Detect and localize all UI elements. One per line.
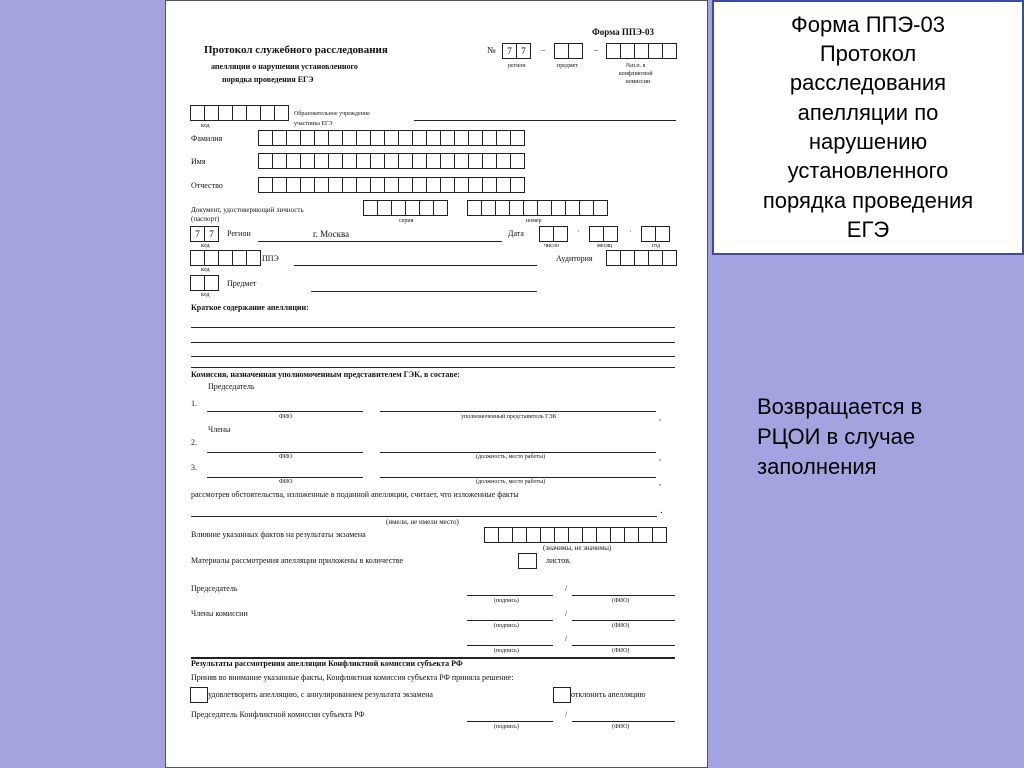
number-sign: № (487, 45, 496, 55)
name-boxes[interactable] (258, 153, 525, 169)
auditorium-boxes[interactable] (606, 250, 677, 266)
slash-4: / (565, 710, 568, 719)
region-code-digit-2[interactable]: 7 (204, 226, 219, 242)
comma-1: , (659, 413, 661, 422)
date-label: Дата (508, 229, 524, 238)
decision-intro: Приняв во внимание указанные факты, Конфликтная комиссия субъекта РФ приняла решение: (191, 673, 514, 682)
chair-rep-line[interactable] (380, 411, 656, 412)
fio-caption-2: ФИО (279, 454, 293, 460)
label-code-2: код (201, 243, 210, 249)
doc-number-boxes[interactable] (467, 200, 608, 216)
position-caption-1: (должность, место работы) (476, 454, 546, 460)
label-code-4: код (201, 292, 210, 298)
num-1: 1. (191, 399, 197, 408)
position-caption-2: (должность, место работы) (476, 479, 546, 485)
edu-inst-2: участника ЕГЭ (294, 121, 333, 127)
region-line[interactable] (258, 241, 502, 242)
note-line-2: РЦОИ в случае (757, 424, 916, 449)
sign-member-1-fio-line[interactable] (572, 620, 675, 621)
patronymic-label: Отчество (191, 181, 223, 190)
dash-2: – (594, 45, 598, 54)
slash-2: / (565, 609, 568, 618)
region-code-boxes[interactable] (190, 226, 219, 242)
subject-code-boxes[interactable] (190, 275, 219, 291)
summary-line-1[interactable] (191, 327, 675, 328)
region-label: Регион (227, 229, 251, 238)
caption-line-8: ЕГЭ (846, 217, 890, 242)
summary-line-4[interactable] (191, 367, 675, 368)
member-3-position-line[interactable] (380, 477, 656, 478)
caption-line-2: Протокол (819, 41, 917, 66)
label-year: год (652, 243, 661, 249)
form-subtitle-1: апелляции о нарушении установленного (211, 62, 358, 71)
auditorium-label: Аудитория (556, 254, 593, 263)
period-1: . (660, 504, 663, 516)
num-3: 3. (191, 463, 197, 472)
reject-label: отклонить апелляцию (571, 690, 646, 699)
label-num-3: комиссии (626, 79, 651, 85)
label-month: месяц (597, 243, 613, 249)
patronymic-boxes[interactable] (258, 177, 525, 193)
note-line-1: Возвращается в (757, 394, 923, 419)
doc-label-1: Документ, удостоверяющий личность (191, 206, 304, 214)
sign-chair-label: Председатель (191, 584, 238, 593)
edu-inst-line[interactable] (414, 120, 676, 121)
form-id: Форма ППЭ-03 (592, 27, 655, 37)
label-code-1: код (201, 123, 210, 129)
sign-cc-fio-line[interactable] (572, 721, 675, 722)
doc-series-boxes[interactable] (363, 200, 448, 216)
caption-box (712, 0, 1024, 255)
caption-line-4: апелляции по (797, 100, 939, 125)
fio-paren-2: (ФИО) (612, 623, 630, 629)
chair-cc-label: Председатель Конфликтной комиссии субъекта РФ (191, 710, 365, 719)
surname-boxes[interactable] (258, 130, 525, 146)
label-code-3: код (201, 267, 210, 273)
label-day: число (544, 243, 559, 249)
members-label: Члены (208, 425, 231, 434)
date-day-boxes[interactable] (539, 226, 568, 242)
caption-line-1: Форма ППЭ-03 (791, 12, 945, 37)
label-num-1: №п.п. в (626, 63, 646, 69)
fio-paren-1: (ФИО) (612, 598, 630, 604)
influence-text: Влияние указанных фактов на результаты экзамена (191, 530, 366, 539)
label-region: регион (508, 63, 526, 69)
sign-members-label: Члены комиссии (191, 609, 248, 618)
sheets-label: листов. (546, 556, 571, 565)
edu-inst-1: Образовательное учреждение (294, 111, 370, 117)
header-number-boxes[interactable] (606, 43, 677, 59)
sign-cc-line[interactable] (467, 721, 553, 722)
header-subject-boxes[interactable] (554, 43, 583, 59)
caption-line-6: установленного (787, 158, 949, 183)
label-series: серия (399, 218, 414, 224)
date-year-boxes[interactable] (641, 226, 670, 242)
commission-heading: Комиссия, назначенная уполномоченным представителем ГЭК, в составе: (191, 370, 460, 379)
signature-caption-2: (подпись) (494, 623, 519, 629)
summary-line-3[interactable] (191, 356, 675, 357)
label-subject: предмет (557, 63, 578, 69)
num-2: 2. (191, 438, 197, 447)
caption-line-5: нарушению (808, 129, 928, 154)
sign-chair-fio-line[interactable] (572, 595, 675, 596)
fio-caption-3: ФИО (279, 479, 293, 485)
ppe-line[interactable] (294, 265, 537, 266)
significant-caption: (значимы, не значимы) (543, 544, 612, 552)
date-dot-1: · (577, 227, 580, 236)
surname-label: Фамилия (191, 134, 223, 143)
summary-heading: Краткое содержание апелляции: (191, 303, 309, 312)
summary-line-2[interactable] (191, 342, 675, 343)
caption-line-3: расследования (789, 70, 947, 95)
chair-fio-line[interactable] (207, 411, 363, 412)
signature-caption-1: (подпись) (494, 598, 519, 604)
region-digit-1[interactable]: 7 (502, 43, 517, 59)
slash-3: / (565, 634, 568, 643)
note-line-3: заполнения (757, 454, 877, 479)
fio-paren-4: (ФИО) (612, 724, 630, 730)
chair-label: Председатель (208, 382, 255, 391)
header-region-boxes[interactable] (502, 43, 531, 59)
signature-caption-3: (подпись) (494, 648, 519, 654)
member-2-fio-line[interactable] (207, 452, 363, 453)
dash-1: – (541, 45, 545, 54)
ppe-label: ППЭ (262, 254, 279, 263)
fio-paren-3: (ФИО) (612, 648, 630, 654)
signature-caption-4: (подпись) (494, 724, 519, 730)
date-month-boxes[interactable] (589, 226, 618, 242)
ppe-code-boxes[interactable] (190, 250, 261, 266)
considered-text: рассмотрев обстоятельства, изложенные в поданной апелляции, считает, что изложенные факты (191, 490, 519, 499)
sign-member-1-line[interactable] (467, 620, 553, 621)
subject-line[interactable] (311, 291, 537, 292)
caption-line-7: порядка проведения (762, 188, 974, 213)
gek-rep-caption: уполномоченный представитель ГЭК (461, 414, 557, 420)
influence-boxes[interactable] (484, 527, 667, 543)
subject-label: Предмет (227, 279, 257, 288)
materials-count-box[interactable] (518, 553, 537, 569)
happened-line[interactable] (191, 516, 657, 517)
label-number: номер (526, 218, 542, 224)
fio-caption-1: ФИО (279, 414, 293, 420)
happened-caption: (имели, не имели место) (386, 518, 459, 526)
satisfy-checkbox[interactable] (190, 687, 208, 703)
results-heading: Результаты рассмотрения апелляции Конфликтной комиссии субъекта РФ (191, 659, 463, 668)
date-dot-2: · (629, 227, 632, 236)
region-code-digit-1[interactable]: 7 (190, 226, 205, 242)
form-subtitle-2: порядка проведения ЕГЭ (222, 75, 314, 84)
region-digit-2[interactable]: 7 (516, 43, 531, 59)
materials-text: Материалы рассмотрения апелляции приложены в количестве (191, 556, 404, 565)
name-label: Имя (191, 157, 206, 166)
sign-member-2-fio-line[interactable] (572, 645, 675, 646)
member-2-position-line[interactable] (380, 452, 656, 453)
sign-chair-line[interactable] (467, 595, 553, 596)
reject-checkbox[interactable] (553, 687, 571, 703)
comma-3: , (659, 478, 661, 487)
comma-2: , (659, 453, 661, 462)
form-title: Протокол служебного расследования (204, 44, 388, 56)
doc-label-2: (паспорт) (191, 215, 220, 223)
satisfy-label: удовлетворить апелляцию, с аннулированием результата экзамена (208, 690, 433, 699)
sign-member-2-line[interactable] (467, 645, 553, 646)
label-num-2: конфликтной (619, 71, 653, 77)
slash-1: / (565, 584, 568, 593)
member-3-fio-line[interactable] (207, 477, 363, 478)
region-name: г. Москва (313, 229, 350, 239)
school-code-boxes[interactable] (190, 105, 289, 121)
